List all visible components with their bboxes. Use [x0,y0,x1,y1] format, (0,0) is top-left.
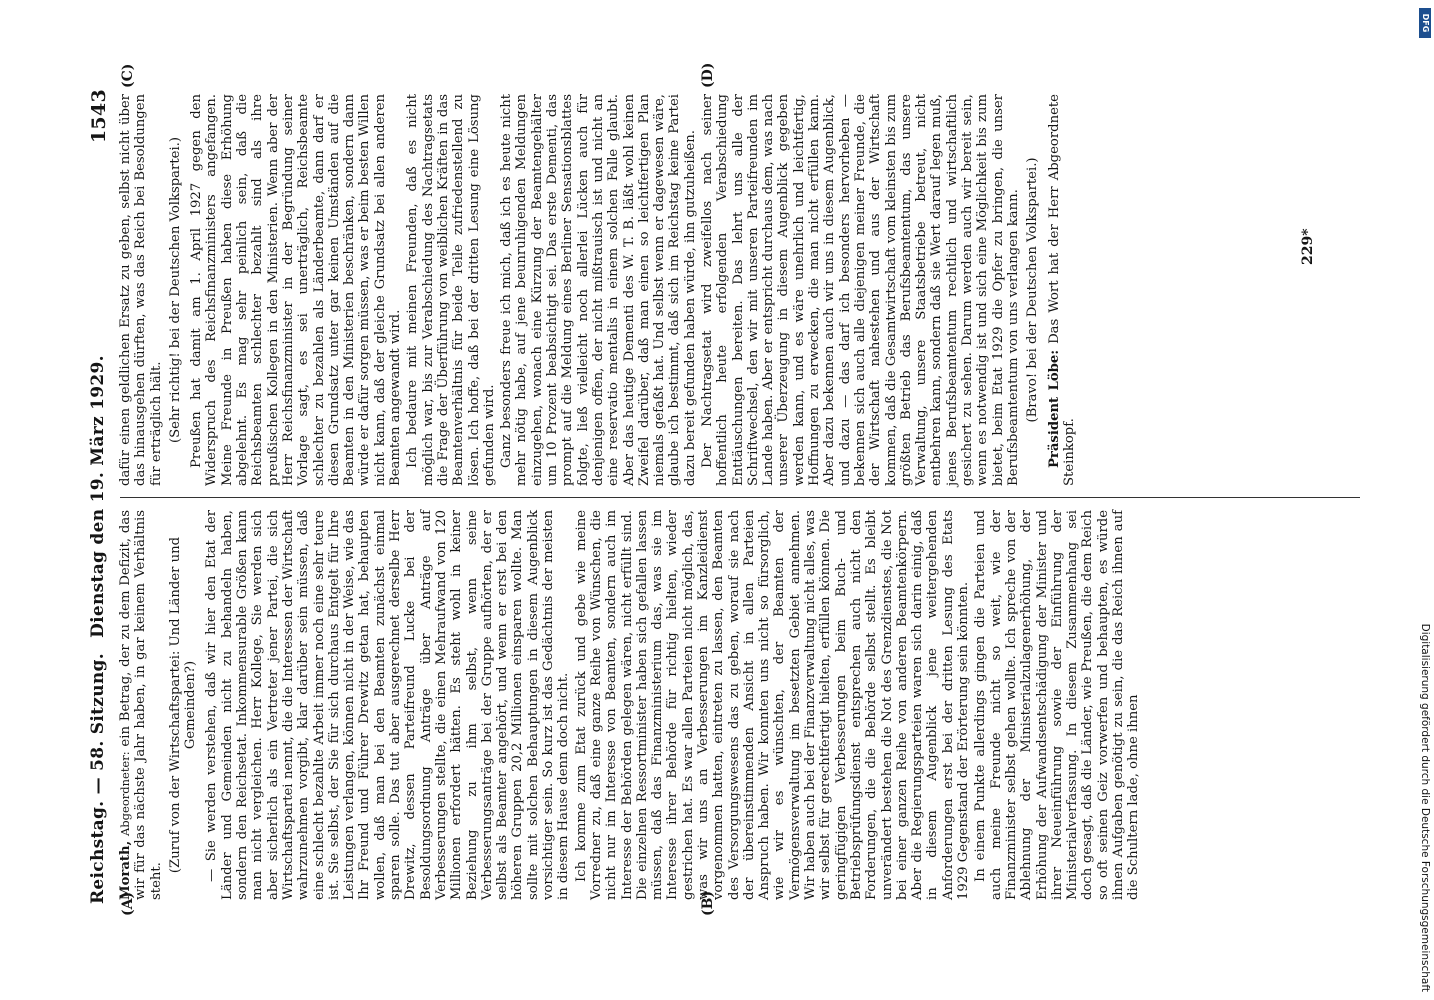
right-column [118,94,1079,486]
speech-paragraph: dafür einen geldlichen Ersatz zu geben, selbst nicht über das hinausgehen dürften, was das Reich bei Besoldungen für erträglich hält. [118,94,164,486]
interjection: (Bravo! bei der Deutschen Volkspartei.) [1025,157,1041,423]
speaker-name: Morath, [118,840,133,900]
dfg-logo [1419,8,1431,38]
page-header [88,89,114,904]
folio-mark: 229* [1300,228,1316,265]
margin-marker-a: (A) [120,891,136,916]
speech-paragraph: Preußen hat damit am 1. April 1927 gegen den Widerspruch des Reichsfinanzministers angefangen. Meine Freunde in Preußen haben diese Erhöhung abgelehnt. Es mag sehr peinlich sein, daß die Reichsbeamten schlechter bezahlt sind als ihre preußischen Kollegen in den Ministerien. Wenn aber der Herr Reichsfinanzminister in der Begründung seiner Vorlage sagt, es sei unerträglich, Reichsbeamte schlechter zu bezahlen als Länderbeamte, dann darf er diesen Grundsatz unter gar keinen Umständen auf die Beamten in den Ministerien beschränken, sondern dann würde er dafür sorgen müssen, was er beim besten Willen nicht kann, daß der gleiche Grundsatz bei allen anderen Beamten angewandt wird. [189,94,404,486]
speaker-role: Abgeordneter: [118,751,132,837]
header-date: Dienstag den 19. März 1929. [88,355,108,638]
dfg-logo-text: DFG [1421,13,1430,33]
digitization-credit [1418,8,1432,992]
president-paragraph [1047,94,1078,486]
speaker-name: Präsident Löbe: [1046,349,1062,468]
speech-paragraph: Ich bedaure mit meinen Freunden, daß es nicht möglich war, bis zur Verabschiedung des Nachtragsetats die Frage der Überführung von weiblichen Kräften in das Beamtenverhältnis für beide Teile zufriedenstellend zu lösen. Ich hoffe, daß bei der dritten Lesung eine Lösung gefunden wird. [405,94,497,486]
speech-paragraph: Ich komme zum Etat zurück und gebe wie meine Vorredner zu, daß eine ganze Reihe von Wünschen, die nicht nur im Interesse von Beamten, sondern auch im Interesse der Behörden gelegen wären, nicht erfüllt sind. Die einzelnen Ressortminister haben sich gefallen lassen müssen, daß das Finanzministerium das, was sie im Interesse ihrer Behörde für richtig hielten, wieder gestrichen hat. Es war allen Parteien nicht möglich, das, was wir uns an Verbesserungen im Kanzleidienst vorgenommen hatten, eintreten zu lassen, den Beamten des Versorgungswesens das zu geben, worauf sie nach der übereinstimmenden Ansicht in allen Parteien Anspruch haben. Wir konnten uns nicht so fürsorglich, wie wir es wünschten, der Beamten der Vermögensverwaltung im besetzten Gebiet annehmen. Wir haben auch bei der Finanzverwaltung nicht alles, was wir selbst für gerechtfertigt hielten, erfüllen können. Die geringfügigen Verbesserungen beim Buch- und Betriebsprüfungsdienst entsprechen auch nicht den Forderungen, die die Behörde selbst stellt. Es bleibt unverändert bestehen die Not des Grenzdienstes, die Not bei einer ganzen Reihe von anderen Beamtenkörpern. Aber die Regierungsparteien waren sich darin einig, daß in diesem Augenblick jene weitergehenden Anforderungen erst bei der dritten Lesung des Etats 1929 Gegenstand der Erörterung sein könnten. [573,510,972,900]
margin-marker-b: (B) [700,890,716,916]
speech-paragraph [118,510,164,900]
header-session: Reichstag. — 58. Sitzung. [88,653,108,904]
credit-text: Digitalisierung gefördert durch die Deutsche Forschungsgemeinschaft [1419,623,1431,992]
interjection: (Sehr richtig! bei der Deutschen Volkspartei.) [167,136,183,444]
column-divider [120,497,1360,498]
paragraph-text: Das Wort hat der Herr Abgeordnete Steinkopf. [1046,94,1077,486]
left-column [118,510,1144,900]
margin-marker-d: (D) [700,62,716,88]
page-number: 1543 [88,89,110,144]
speech-paragraph: Ganz besonders freue ich mich, daß ich es heute nicht mehr nötig habe, auf jene beunruhigenden Meldungen einzugehen, wonach eine Kürzung der Beamtengehälter um 10 Prozent beabsichtigt sei. Das erste Dementi, das prompt auf die Meldung eines Berliner Sensationsblattes folgte, ließ vielleicht noch allerlei Lücken auch für denjenigen offen, der nicht mißtrauisch ist und nicht an eine reservatio mentalis in einem solchen Falle glaubt. Aber das heutige Dementi des W. T. B. läßt wohl keinen Zweifel darüber, daß man einen so leichtfertigen Plan niemals gefaßt hat. Und selbst wenn er dagewesen wäre, glaube ich bestimmt, daß sich im Reichstag keine Partei dazu bereit gefunden haben würde, ihn gutzuheißen. [499,94,698,486]
speech-paragraph: — Sie werden verstehen, daß wir hier den Etat der Länder und Gemeinden nicht zu behandeln haben, sondern den Reichsetat. Inkommensurable Größen kann man nicht vergleichen. Herr Kollege, Sie werden sich aber sicherlich als ein Vertreter jener Partei, die sich Wirtschaftspartei nennt, die die Interessen der Wirtschaft wahrzunehmen vorgibt, klar darüber sein müssen, daß eine schlecht bezahlte Arbeit immer noch eine sehr teure ist. Sie selbst, der Sie für sich durchaus Entgelt für Ihre Leistungen verlangen, können nicht in der Weise, wie das Ihr Freund und Führer Drewitz getan hat, behaupten wollen, daß man bei den Beamten zunächst einmal sparen solle. Das tut aber ausgerechnet derselbe Herr Drewitz, dessen Parteifreund Lucke bei der Besoldungsordnung Anträge über Anträge auf Verbesserungen stellte, die einen Mehraufwand von 120 Millionen erfordert hätten. Es steht wohl in keiner Beziehung zu ihm selbst, wenn seine Verbesserungsanträge bei der Gruppe aufhörten, der er selbst als Beamter angehört, und wenn er erst bei den höheren Gruppen 20,2 Millionen einsparen wollte. Man sollte mit solchen Behauptungen in diesem Augenblick vorsichtiger sein. So kurz ist das Gedächtnis der meisten in diesem Hause denn doch nicht. [204,510,572,900]
paragraph-text: ein Betrag, der zu dem Defizit, das wir für das nächste Jahr haben, in gar keinem Verhältnis steht. [118,510,164,900]
speech-paragraph: Der Nachtragsetat wird zweifellos nach seiner hoffentlich heute erfolgenden Verabschiedung Enttäuschungen bereiten. Das lehrt uns alle der Schriftwechsel, den wir mit unseren Parteifreunden im Lande haben. Aber er entspricht durchaus dem, was nach unserer Überzeugung in diesem Augenblick gegeben werden kann, und es wäre unehrlich und leichtfertig, Hoffnungen zu erwecken, die man nicht erfüllen kann. Aber dazu bekennen auch wir uns in diesem Augenblick, und dazu — das darf ich besonders hervorheben — bekennen sich auch alle diejenigen meiner Freunde, die der Wirtschaft nahestehen und aus der Wirtschaft kommen, daß die Gesamtwirtschaft vom kleinsten bis zum größten Betrieb das Berufsbeamtentum, das unsere Verwaltung, unsere Staatsbetriebe betreut, nicht entbehren kann, sondern daß sie Wert darauf legen muß, jenes Berufsbeamtentum rechtlich und wirtschaftlich gesichert zu sehen. Darum werden auch wir bereit sein, wenn es notwendig ist und sich eine Möglichkeit bis zum bietet, beim Etat 1929 die Opfer zu bringen, die unser Berufsbeamtentum von uns verlangen kann. [699,94,1021,486]
interjection: (Zuruf von der Wirtschaftspartei: Und Länder und Gemeinden?) [167,536,199,874]
margin-marker-c: (C) [120,63,136,88]
speech-paragraph: In einem Punkte allerdings gingen die Parteien und auch meine Freunde nicht so weit, wie der Finanzminister selbst gehen wollte. Ich spreche von der Ablehnung der Ministerialzulagenerhöhung, der Erhöhung der Aufwandsentschädigung der Minister und ihrer Neueinführung sowie der Einführung der Ministerialverfassung. In diesem Zusammenhang sei doch gesagt, daß die Länder, wie Preußen, die dem Reich so oft seinen Geiz vorwerfen und behaupten, es würde ihnen Aufgaben genötigt zu sein, die das Reich ihnen auf die Schultern lade, ohne ihnen [973,510,1142,900]
